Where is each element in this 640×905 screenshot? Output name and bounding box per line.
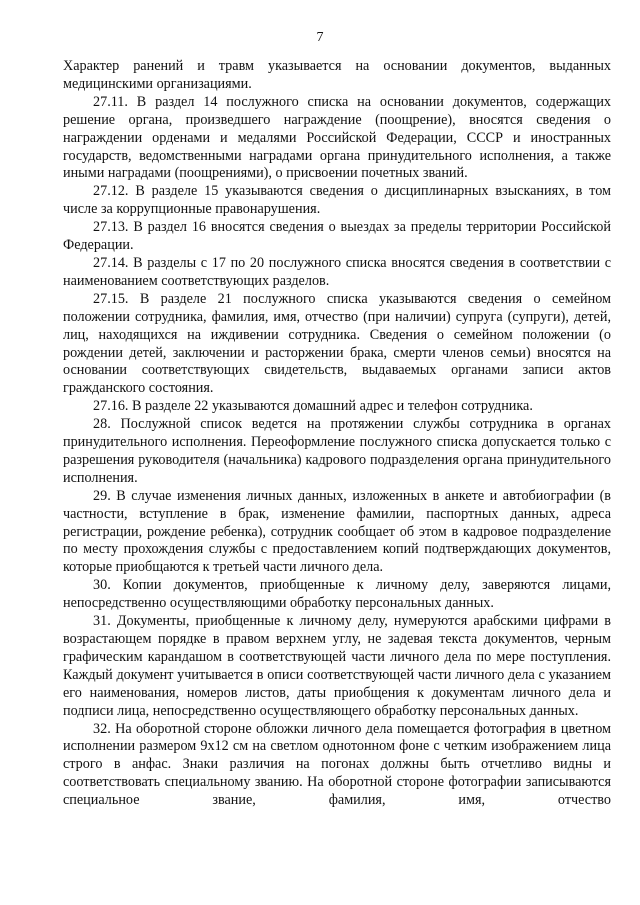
paragraph-32: 32. На оборотной стороне обложки личного дела помещается фотография в цветном исполнении размером 9x12 см на светлом однотонном фоне с четким изображением лица строго в анфас. Знаки различия на погонах должны быть отчетливо видны и соответствовать специальному званию. На оборотной стороне фотографии записываются специальное звание, фамилия, имя, отчество	[63, 720, 611, 809]
paragraph-27-14: 27.14. В разделы с 17 по 20 послужного списка вносятся сведения в соответствии с наименованием соответствующих разделов.	[63, 254, 611, 289]
document-body	[63, 58, 611, 810]
paragraph-27-11: 27.11. В раздел 14 послужного списка на основании документов, содержащих решение органа, произведшего награждение (поощрение), вносятся сведения о награждении орденами и медалями Российской Федерации, СССР и иностранных государств, ведомственными наградами органа принудительного исполнения, а также иными наградами (поощрениями), о присвоении почетных званий.	[63, 93, 611, 182]
page-number: 7	[316, 30, 324, 45]
paragraph-injuries: Характер ранений и травм указывается на основании документов, выданных медицинскими организациями.	[63, 58, 611, 92]
paragraph-28: 28. Послужной список ведется на протяжении службы сотрудника в органах принудительного исполнения. Переоформление послужного списка допускается только с разрешения руководителя (начальника) кадрового подразделения органа принудительного исполнения.	[63, 416, 611, 486]
paragraph-27-16: 27.16. В разделе 22 указываются домашний адрес и телефон сотрудника.	[93, 398, 533, 415]
paragraph-30: 30. Копии документов, приобщенные к личному делу, заверяются лицами, непосредственно осуществляющими обработку персональных данных.	[63, 577, 611, 612]
paragraph-27-15: 27.15. В разделе 21 послужного списка указываются сведения о семейном положении сотрудника, фамилия, имя, отчество (при наличии) супруга (супруги), детей, лиц, находящихся на иждивении сотрудника. Сведения о семейном положении (о рождении детей, заключении и расторжении брака, смерти членов семьи) вносятся на основании соответствующих свидетельств, выдаваемых органами записи актов гражданского состояния.	[63, 290, 611, 397]
paragraph-27-12: 27.12. В разделе 15 указываются сведения о дисциплинарных взысканиях, в том числе за коррупционные правонарушения.	[63, 183, 611, 218]
paragraph-31: 31. Документы, приобщенные к личному делу, нумеруются арабскими цифрами в возрастающем порядке в правом верхнем углу, не задевая текста документов, черным графическим карандашом в соответствующей части личного дела по мере поступления. Каждый документ учитывается в описи соответствующей части личного дела с указанием его наименования, номеров листов, даты приобщения к документам личного дела и подписи лица, непосредственно осуществляющего обработку персональных данных.	[63, 613, 611, 719]
paragraph-29: 29. В случае изменения личных данных, изложенных в анкете и автобиографии (в частности, вступление в брак, изменение фамилии, паспортных данных, адреса регистрации, рождение ребенка), сотрудник сообщает об этом в кадровое подразделение по месту прохождения службы с предоставлением копий подтверждающих документов, которые приобщаются к третьей части личного дела.	[63, 487, 611, 576]
paragraph-27-13: 27.13. В раздел 16 вносятся сведения о выездах за пределы территории Российской Федерации.	[63, 219, 611, 254]
